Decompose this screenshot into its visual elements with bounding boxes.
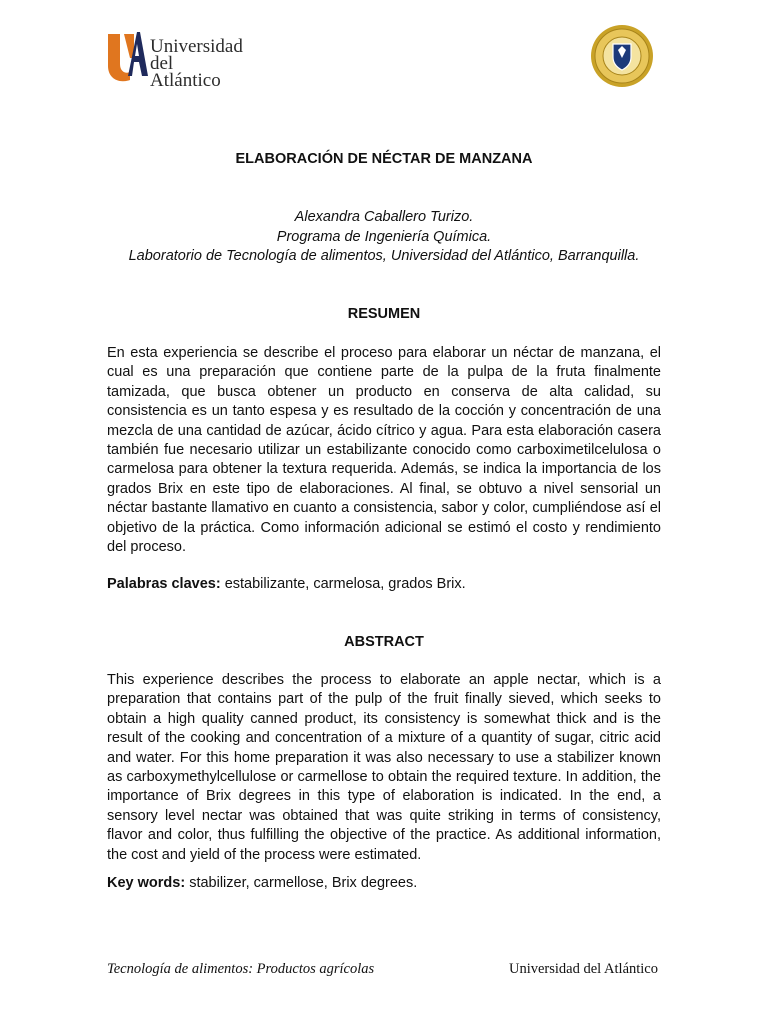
author-program: Programa de Ingeniería Química. <box>276 228 492 245</box>
ua-monogram-icon <box>106 28 148 82</box>
footer-university: Universidad del Atlántico <box>509 961 658 977</box>
resumen-keywords-label: Palabras claves: <box>107 576 221 592</box>
resumen-paragraph <box>107 344 661 557</box>
abstract-heading: ABSTRACT <box>344 634 424 650</box>
resumen-keywords <box>107 576 466 592</box>
abstract-paragraph <box>107 671 661 865</box>
resumen-keywords-text: estabilizante, carmelosa, grados Brix. <box>224 576 466 592</box>
resumen-body: En esta experiencia se describe el proceso para elaborar un néctar de manzana, el cual es una preparación que contiene parte de la pulpa de la fruta finalmente tamizada, que busca obtener un producto en conserva de alta calidad, su consistencia es un tanto espesa y es resultado de la cocción y concentración de una mezcla de una cantidad de azúcar, ácido cítrico y agua. Para esta elaboración casera también fue necesario utilizar un estabilizante conocido como carboximetilcelulosa o carmelosa para obtener la textura requerida. Además, se indica la importancia de los grados Brix en este tipo de elaboraciones. Al final, se obtuvo a nivel sensorial un néctar bastante llamativo en cuanto a consistencia, sabor y color, cumpliéndose así el objetivo de la práctica. Como información adicional se estimó el costo y rendimiento del proceso. <box>107 345 661 556</box>
author-affiliation: Laboratorio de Tecnología de alimentos, Universidad del Atlántico, Barranquilla. <box>128 248 640 264</box>
certification-seal-icon <box>590 24 654 88</box>
author-block <box>60 208 708 267</box>
logo-line-1: Universidad <box>150 36 243 57</box>
abstract-body: This experience describes the process to elaborate an apple nectar, which is a preparation that contains part of the pulp of the fruit finally sieved, which seeks to obtain a high quality canned product, its consistency is somewhat thick and is the result of the cooking and concentration of a mixture of a quantity of sugar, citric acid and water. For this home preparation it was also necessary to use a stabilizer known as carboxymethylcellulose or carmellose to obtain the required texture. In addition, the importance of Brix degrees in this type of elaboration is indicated. In the end, a sensory level nectar was obtained that was quite striking in terms of consistency, flavor and color, thus fulfilling the objective of the practice. As additional information, the cost and yield of the process were estimated. <box>107 672 661 863</box>
footer-course: Tecnología de alimentos: Productos agrícolas <box>107 961 375 977</box>
abstract-keywords <box>107 875 417 891</box>
abstract-keywords-text: stabilizer, carmellose, Brix degrees. <box>189 875 418 891</box>
logo-line-2: del Atlántico <box>150 53 221 91</box>
paper-title: ELABORACIÓN DE NÉCTAR DE MANZANA <box>235 151 533 167</box>
author-name: Alexandra Caballero Turizo. <box>294 209 474 225</box>
abstract-keywords-label: Key words: <box>107 875 186 891</box>
university-logo <box>106 28 246 91</box>
resumen-heading: RESUMEN <box>347 306 421 322</box>
university-name <box>150 38 246 89</box>
